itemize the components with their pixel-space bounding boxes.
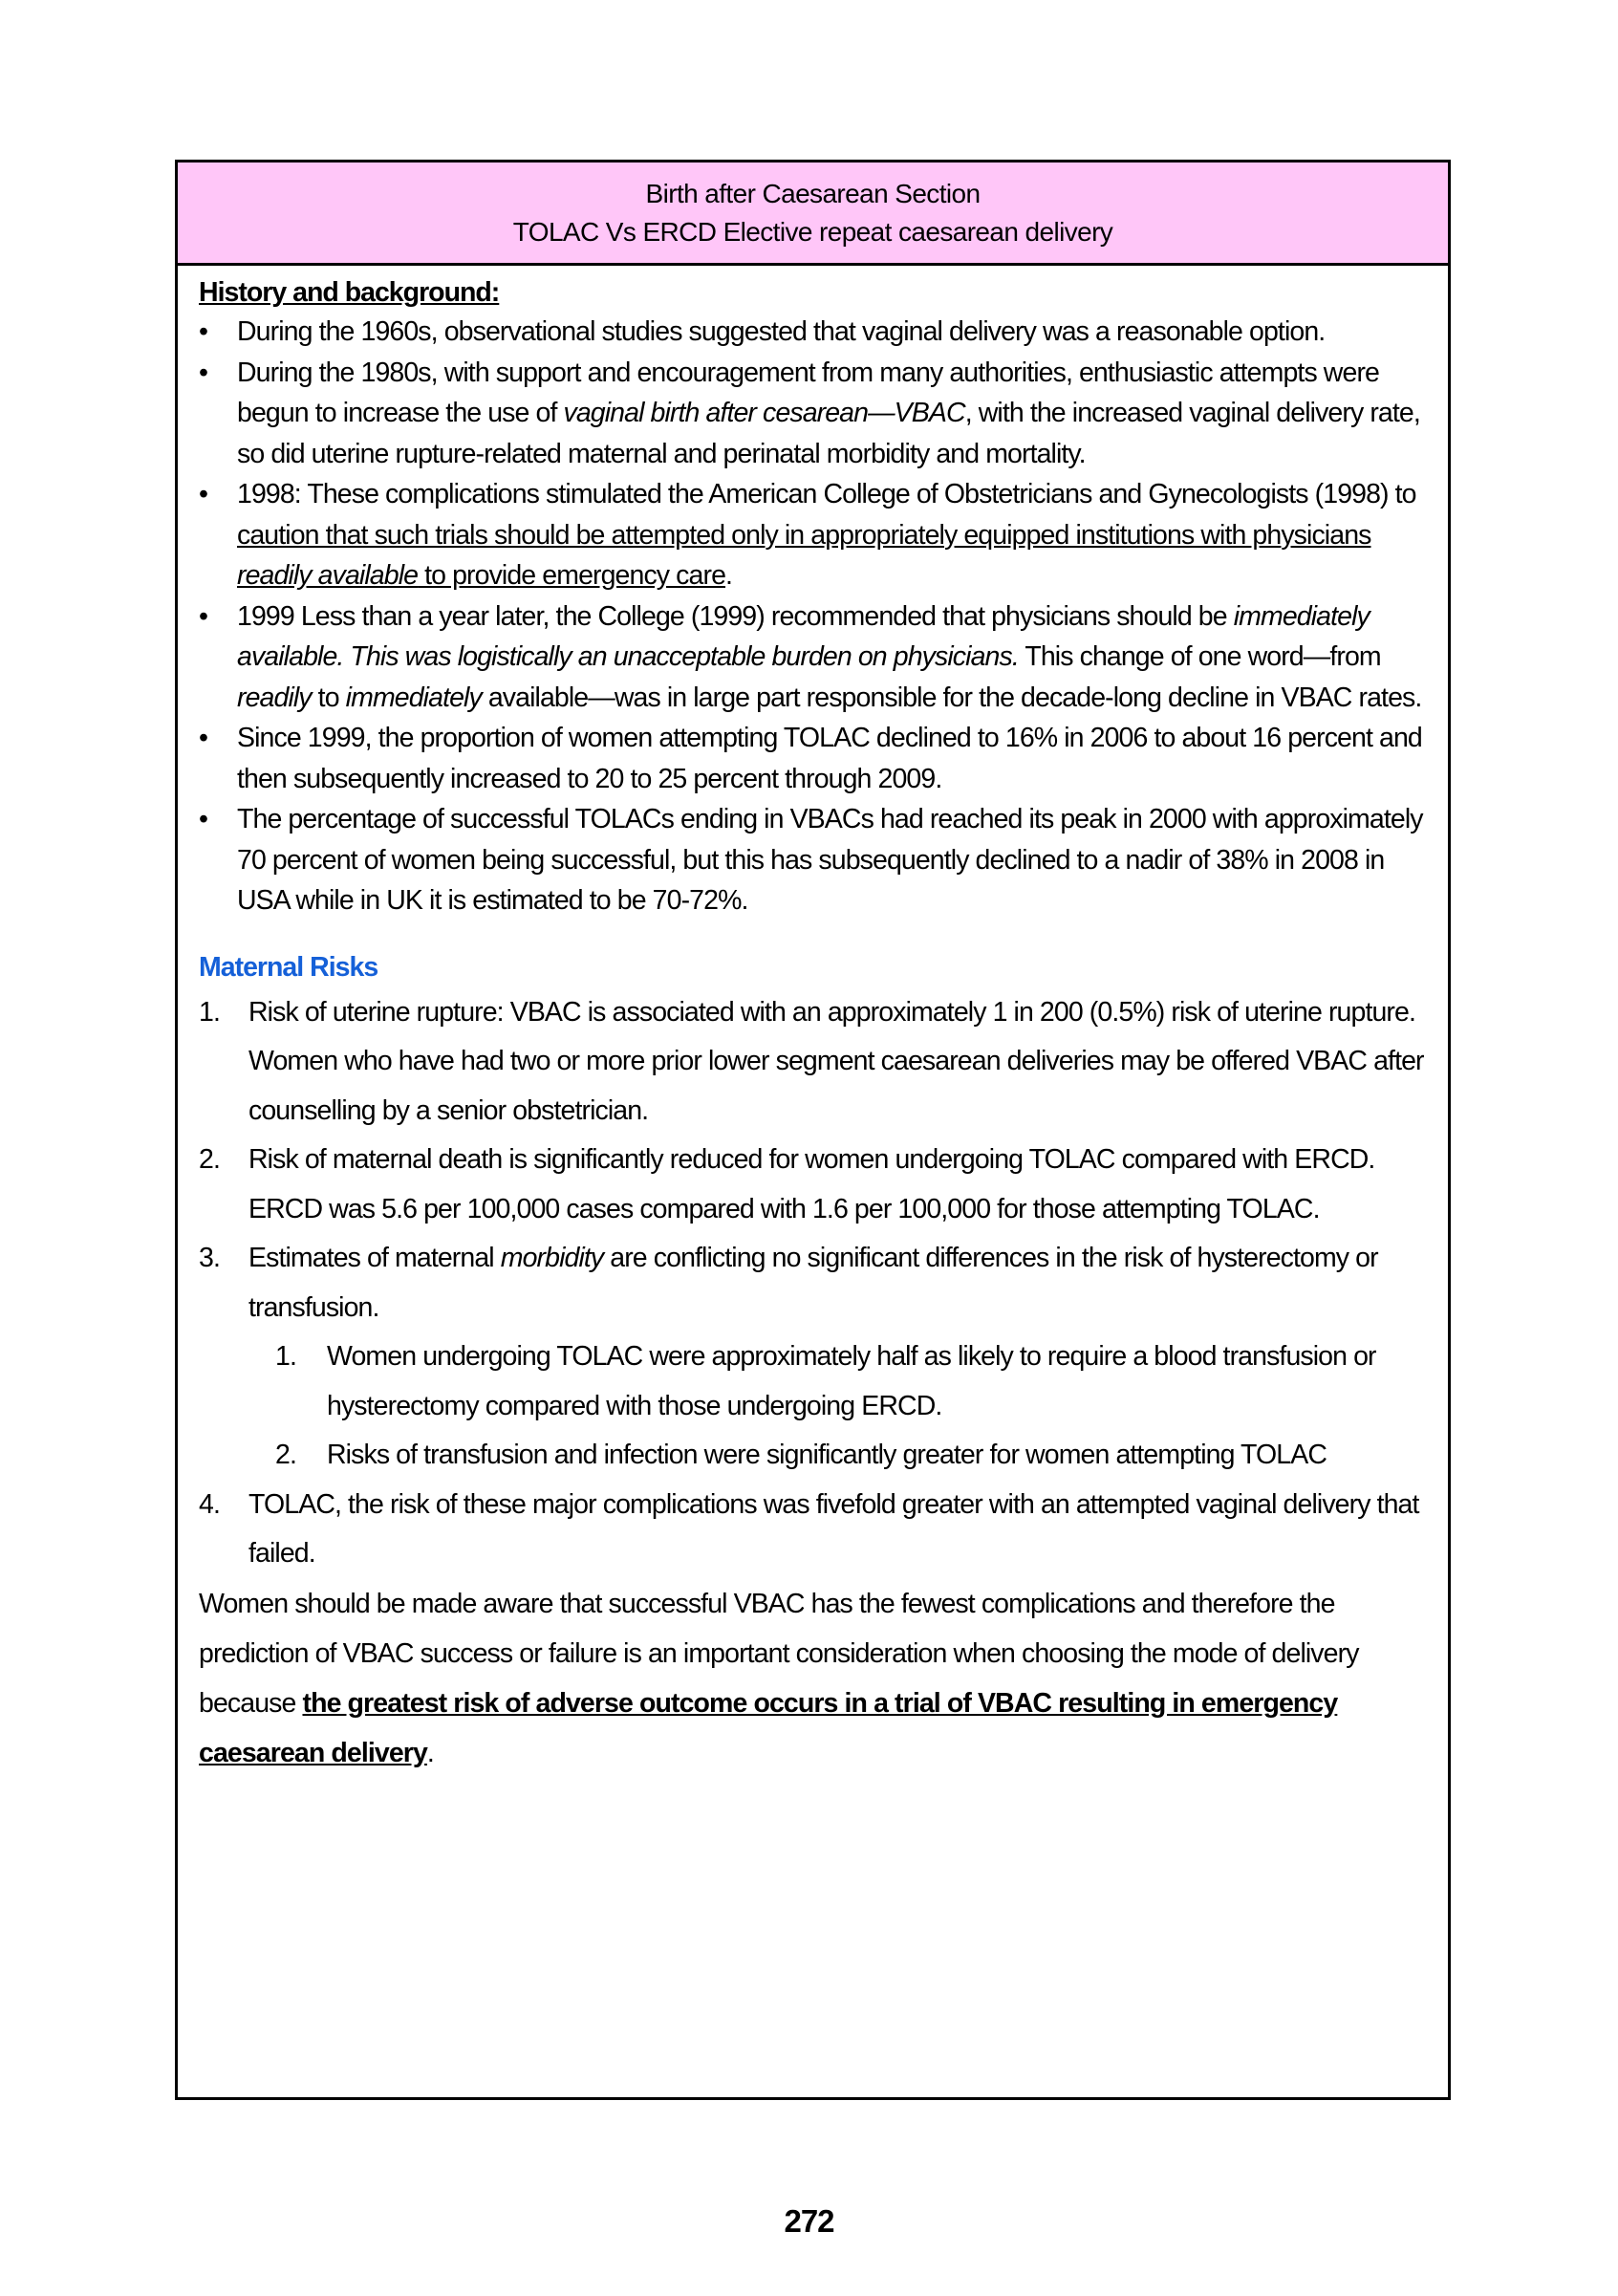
item-number: 2.: [199, 1144, 220, 1175]
maternal-risks-list: [199, 988, 1431, 1579]
bullet-text: During the 1960s, observational studies suggested that vaginal delivery was a reasonable option.: [237, 316, 1326, 347]
underlined-italic-text: readily available: [237, 560, 419, 591]
sub-item-number: 1.: [275, 1341, 296, 1372]
bullet-text: This change of one word—from: [1018, 641, 1381, 672]
bullet-text: 1998: These complications stimulated the American College of Obstetricians and Gynecologists (1998) to: [237, 479, 1416, 509]
item-text: Risk of uterine rupture: VBAC is associated with an approximately 1 in 200 (0.5%) risk of uterine rupture. Women who have had two or more prior lower segment caesarean deliveries may be offered VBAC after counselling by a senior obstetrician.: [248, 996, 1424, 1126]
page-content: [178, 266, 1448, 1778]
bullet-text: During the 1980s, with support and encouragement from many authorities, enthusiastic attempts were begun to increase the use of: [237, 357, 1379, 428]
closing-emphasis-text: the greatest risk of adverse outcome occurs in a trial of VBAC resulting in emergency caesarean delivery: [199, 1687, 1338, 1768]
risk-item: [199, 1481, 1431, 1579]
history-bullet: [199, 799, 1431, 921]
maternal-risks-title: Maternal Risks: [199, 951, 378, 983]
bullet-italic-text: vaginal birth after cesarean—VBAC: [563, 398, 965, 428]
closing-paragraph: [199, 1579, 1431, 1778]
item-number: 1.: [199, 996, 220, 1028]
risk-sub-list: [248, 1332, 1431, 1481]
bullet-text: , with the increased vaginal delivery rate, so did uterine rupture-related maternal and perinatal morbidity and mortality.: [237, 398, 1420, 469]
closing-text: .: [426, 1737, 434, 1768]
underlined-text: caution that such trials should be attempted only in appropriately equipped institutions with physicians: [237, 519, 1371, 551]
page-number: 272: [784, 2203, 834, 2239]
header-title-line2: TOLAC Vs ERCD Elective repeat caesarean delivery: [512, 216, 1113, 247]
bullet-text: available—was in large part responsible for the decade-long decline in VBAC rates.: [481, 682, 1422, 713]
history-bullet: [199, 474, 1431, 596]
header-title-line1: Birth after Caesarean Section: [645, 178, 981, 208]
bullet-italic-text: readily: [237, 682, 312, 713]
content-box: [175, 160, 1451, 2100]
item-text: are conflicting no significant differences in the risk of hysterectomy or transfusion.: [248, 1243, 1378, 1323]
bullet-text: The percentage of successful TOLACs ending in VBACs had reached its peak in 2000 with approximately 70 percent of women being successful, but this has subsequently declined to a nadir of 38% in 2008 in USA while in UK it is estimated to be 70-72%.: [237, 804, 1423, 916]
history-bullet: [199, 596, 1431, 719]
sub-item-number: 2.: [275, 1440, 296, 1470]
bullet-text: .: [725, 560, 733, 591]
sub-item-text: Risks of transfusion and infection were significantly greater for women attempting TOLAC: [327, 1440, 1327, 1470]
sub-item-text: Women undergoing TOLAC were approximately half as likely to require a blood transfusion or hysterectomy compared with those undergoing ERCD.: [327, 1341, 1376, 1421]
bullet-text: 1999 Less than a year later, the College (1999) recommended that physicians should be: [237, 600, 1234, 632]
item-text: Risk of maternal death is significantly reduced for women undergoing TOLAC compared with ERCD. ERCD was 5.6 per 100,000 cases compared with 1.6 per 100,000 for those attempting TOLAC.: [248, 1144, 1375, 1224]
risk-item: [199, 1136, 1431, 1234]
item-text: Estimates of maternal: [248, 1243, 501, 1273]
bullet-italic-text: immediately: [345, 682, 482, 713]
bullet-text: Since 1999, the proportion of women attempting TOLAC declined to 16% in 2006 to about 16 percent and then subsequently increased to 20 to 25 percent through 2009.: [237, 723, 1422, 794]
history-bullet: [199, 353, 1431, 475]
item-number: 4.: [199, 1488, 220, 1520]
closing-text: Women should be made aware that successful VBAC has the fewest complications and therefore the prediction of VBAC success or failure is an important consideration when choosing the mode of delivery because: [199, 1588, 1359, 1719]
risk-sub-item: [199, 1431, 1431, 1481]
risk-item: [199, 1234, 1431, 1481]
bullet-text: to: [311, 682, 346, 713]
page-header: [178, 162, 1448, 266]
risk-sub-item: [199, 1332, 1431, 1431]
item-italic-text: morbidity: [500, 1243, 604, 1273]
item-text: TOLAC, the risk of these major complications was fivefold greater with an attempted vaginal delivery that failed.: [248, 1488, 1419, 1569]
underlined-text: to provide emergency care: [418, 560, 726, 591]
history-bullet-list: [199, 312, 1431, 921]
item-number: 3.: [199, 1243, 220, 1273]
history-bullet: [199, 312, 1431, 353]
bullet-italic-text: immediately available. This was logistically an unacceptable burden on physicians.: [237, 600, 1370, 672]
risk-item: [199, 988, 1431, 1137]
history-title: History and background:: [199, 277, 500, 308]
history-bullet: [199, 718, 1431, 799]
